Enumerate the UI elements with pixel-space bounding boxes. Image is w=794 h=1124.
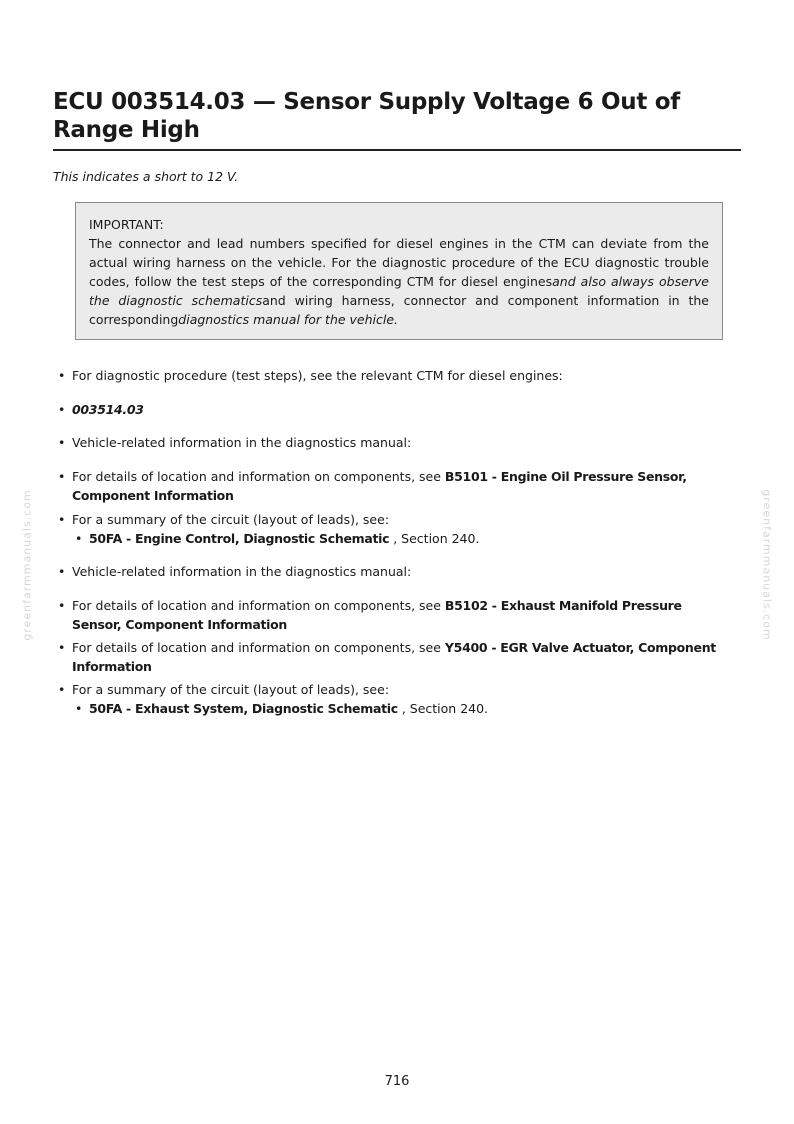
bullet-icon: • (58, 564, 66, 579)
important-notice-box (75, 202, 723, 340)
egr-actuator-link[interactable]: Y5400 - EGR Valve Actuator, Component Information (72, 640, 716, 674)
page-number: 716 (384, 1074, 410, 1089)
sub-item-engine-control (75, 529, 479, 548)
summary-text: For a summary of the circuit (layout of leads), see: (72, 682, 390, 697)
exhaust-system-link[interactable]: 50FA - Exhaust System, Diagnostic Schematic (89, 701, 398, 716)
code-link[interactable]: 003514.03 (72, 402, 144, 417)
vehicle-info-text: Vehicle-related information in the diagnostics manual: (72, 435, 412, 450)
watermark-right: greenfarmmanuals.com (760, 489, 774, 641)
bullet-icon: • (58, 640, 66, 655)
manifold-sensor-link[interactable]: B5102 - Exhaust Manifold Pressure Sensor, Component Information (72, 598, 682, 632)
notice-text-1: The connector and lead numbers specified for diesel engines in the CTM can deviate from the actual wiring harness on the vehicle. For the diagnostic procedure of the ECU diagnostic trouble codes, follow the test steps of the corresponding CTM for diesel engines (89, 236, 709, 289)
bullet-icon: • (58, 402, 66, 417)
bullet-icon: • (58, 435, 66, 450)
manifold-sensor-prefix: For details of location and information on components, see (72, 598, 445, 613)
bullet-icon: • (75, 701, 83, 716)
notice-italic-1: and also always observe the diagnostic schematics (89, 274, 709, 308)
bullet-icon: • (58, 469, 66, 484)
oil-sensor-prefix: For details of location and information on components, see (72, 469, 445, 484)
oil-sensor-link[interactable]: B5101 - Engine Oil Pressure Sensor, Component Information (72, 469, 687, 503)
bullet-icon: • (58, 368, 66, 383)
vehicle-info-text: Vehicle-related information in the diagnostics manual: (72, 564, 412, 579)
page-title: ECU 003514.03 — Sensor Supply Voltage 6 Out of Range High (53, 89, 680, 143)
title-divider (53, 149, 741, 151)
sub-item-exhaust-system (75, 699, 488, 718)
engine-control-section: , Section 240. (389, 531, 480, 546)
intro-text: This indicates a short to 12 V. (53, 169, 239, 184)
bullet-icon: • (58, 598, 66, 613)
summary-text: For a summary of the circuit (layout of leads), see: (72, 512, 390, 527)
bullet-icon: • (58, 682, 66, 697)
procedure-text: For diagnostic procedure (test steps), see the relevant CTM for diesel engines: (72, 368, 563, 383)
notice-text-2: and wiring harness, connector and component information in the corresponding (89, 293, 710, 327)
exhaust-system-section: , Section 240. (397, 701, 489, 716)
bullet-icon: • (75, 531, 83, 546)
engine-control-link[interactable]: 50FA - Engine Control, Diagnostic Schematic (89, 531, 390, 546)
bullet-icon: • (58, 512, 66, 527)
egr-actuator-prefix: For details of location and information on components, see (72, 640, 445, 655)
watermark-left: greenfarmmanuals.com (20, 489, 34, 641)
notice-italic-2: diagnostics manual for the vehicle. (178, 312, 399, 327)
notice-heading: IMPORTANT: (89, 217, 164, 232)
